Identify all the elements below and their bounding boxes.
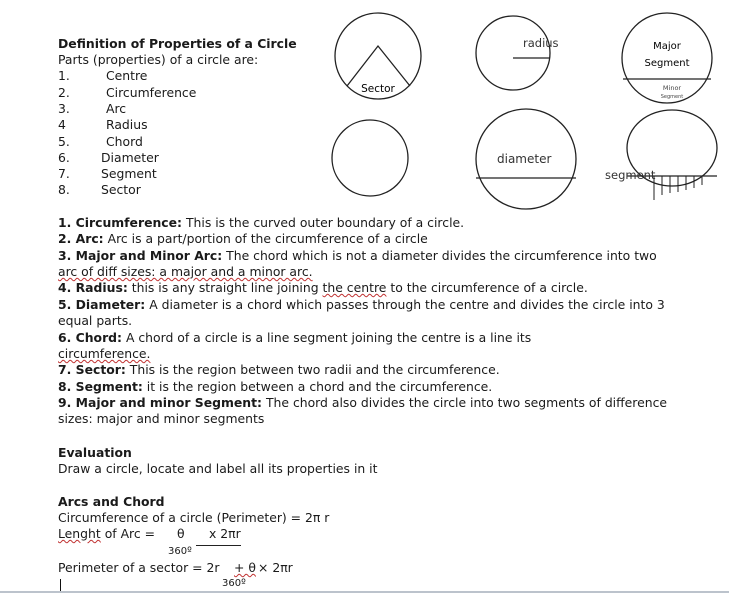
list-item-label: Circumference (106, 85, 197, 100)
definition-sector: 7. Sector: This is the region between two radii and the circumference. (58, 362, 500, 377)
radius-figure (476, 16, 559, 90)
arcs-heading: Arcs and Chord (58, 494, 165, 509)
list-item-number: 4 (58, 117, 66, 132)
theta-symbol: θ (177, 526, 185, 541)
evaluation-heading: Evaluation (58, 445, 132, 460)
list-item-label: Arc (106, 101, 127, 116)
major-segment-label-line2: Segment (644, 58, 690, 69)
list-item-label: Segment (101, 166, 157, 181)
definition-chord: 6. Chord: A chord of a circle is a line segment joining the centre is a line its (58, 330, 532, 345)
plus-theta: + θ (234, 560, 256, 575)
page-bottom-border (0, 591, 729, 593)
list-item-number: 8. (58, 182, 70, 197)
list-item-label: Radius (106, 117, 148, 132)
definition-diameter-cont: equal parts. (58, 313, 133, 328)
evaluation-text: Draw a circle, locate and label all its properties in it (58, 461, 378, 476)
definition-diameter: 5. Diameter: A diameter is a chord which passes through the centre and divides the circle into 3 (58, 297, 665, 312)
circle-figures (0, 0, 729, 215)
major-minor-segment-figure (622, 13, 712, 103)
definition-major-minor-segment: 9. Major and minor Segment: The chord also divides the circle into two segments of difference (58, 395, 668, 410)
minor-segment-label-line2: Segment (660, 94, 684, 100)
major-segment-label-line1: Major (653, 41, 681, 52)
definition-circumference: 1. Circumference: This is the curved outer boundary of a circle. (58, 215, 465, 230)
sector-figure (335, 13, 421, 99)
denominator-360: 360º (168, 546, 192, 557)
times-2pir: x 2πr (209, 526, 241, 541)
segment-figure (605, 110, 717, 200)
page-title: Definition of Properties of a Circle (58, 36, 297, 51)
denominator-360-sector: 360º (222, 578, 246, 589)
list-item-label: Diameter (101, 150, 159, 165)
diameter-figure (476, 109, 576, 209)
segment-label: segment (605, 168, 656, 182)
list-item-number: 2. (58, 85, 70, 100)
fraction-bar (196, 545, 241, 546)
sector-label: Sector (361, 83, 395, 95)
definition-arc: 2. Arc: Arc is a part/portion of the circumference of a circle (58, 231, 428, 246)
definition-segment: 8. Segment: it is the region between a chord and the circumference. (58, 379, 493, 394)
list-item-number: 7. (58, 166, 70, 181)
definition-chord-cont: circumference. (58, 346, 151, 361)
list-item-number: 6. (58, 150, 70, 165)
radius-label: radius (523, 36, 559, 50)
list-item-number: 1. (58, 68, 70, 83)
list-item-label: Centre (106, 68, 148, 83)
definition-radius: 4. Radius: this is any straight line joining the centre to the circumference of a circle. (58, 280, 588, 295)
intro-text: Parts (properties) of a circle are: (58, 52, 259, 67)
list-item-label: Sector (101, 182, 141, 197)
perimeter-sector-formula: Perimeter of a sector = 2r (58, 560, 220, 575)
times-2pir-sector: × 2πr (258, 560, 293, 575)
list-item-number: 5. (58, 134, 70, 149)
circumference-formula: Circumference of a circle (Perimeter) = 2π r (58, 510, 330, 525)
minor-segment-label-line1: Minor (662, 84, 682, 92)
definition-major-minor-arc: 3. Major and Minor Arc: The chord which is not a diameter divides the circumference into two (58, 248, 657, 263)
list-item-number: 3. (58, 101, 70, 116)
arc-length-formula: Lenght of Arc = (58, 526, 156, 541)
centre-figure (332, 120, 408, 196)
diameter-label: diameter (497, 152, 552, 166)
definition-major-minor-arc-cont: arc of diff sizes: a major and a minor arc. (58, 264, 313, 279)
list-item-label: Chord (106, 134, 143, 149)
definition-major-minor-segment-cont: sizes: major and minor segments (58, 411, 265, 426)
